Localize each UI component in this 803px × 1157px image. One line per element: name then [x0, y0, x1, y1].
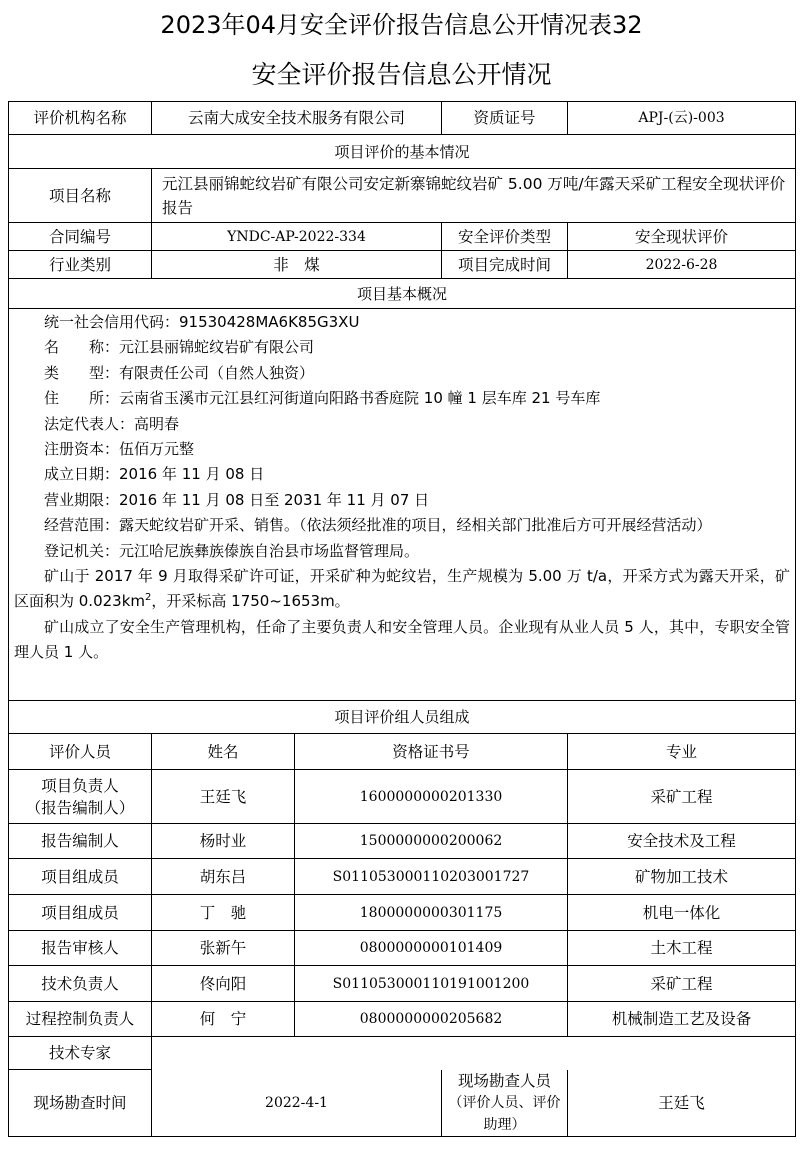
- overview-body: [9, 309, 796, 701]
- company-type: 类 型：有限责任公司（自然人独资）: [44, 363, 315, 382]
- table-row: [9, 770, 796, 824]
- table-row: [9, 895, 796, 931]
- cert-cell: 0800000000205682: [295, 1002, 568, 1037]
- cert-cell: 1600000000201330: [295, 770, 568, 824]
- major-cell: 采矿工程: [568, 770, 796, 824]
- page-title: 2023年04月安全评价报告信息公开情况表32: [160, 11, 643, 39]
- role-cell: 报告编制人: [9, 824, 152, 859]
- contract-label: 合同编号: [9, 223, 152, 251]
- cert-cell: 0800000000101409: [295, 931, 568, 966]
- survey-staff-value: 王廷飞: [568, 1070, 796, 1137]
- org-row: [9, 102, 796, 135]
- survey-staff-label: 现场勘查人员 （评价人员、评价助理）: [442, 1070, 568, 1137]
- major-cell: 安全技术及工程: [568, 824, 796, 859]
- org-label: 评价机构名称: [9, 102, 152, 135]
- role-cell: 项目组成员: [9, 859, 152, 895]
- credit-code: 统一社会信用代码：91530428MA6K85G3XU: [44, 313, 360, 331]
- name-cell: 胡东吕: [152, 859, 295, 895]
- role-cell: 报告审核人: [9, 931, 152, 966]
- company-name: 名 称：元江县丽锦蛇纹岩矿有限公司: [44, 338, 315, 357]
- mine-text-2: ，开采标高 1750~1653m。: [151, 592, 350, 611]
- finish-value: 2022-6-28: [568, 251, 796, 279]
- industry-row: [9, 251, 796, 279]
- cert-cell: 1500000000200062: [295, 824, 568, 859]
- cert-label: 资质证号: [442, 102, 568, 135]
- finish-label: 项目完成时间: [442, 251, 568, 279]
- contract-value: YNDC-AP-2022-334: [152, 223, 442, 251]
- major-cell: 采矿工程: [568, 966, 796, 1002]
- name-cell: 杨时业: [152, 824, 295, 859]
- role-cell: 项目负责人 （报告编制人）: [9, 770, 152, 824]
- table-row: [9, 966, 796, 1002]
- col-header-role: 评价人员: [9, 734, 152, 770]
- page-subtitle: 安全评价报告信息公开情况: [251, 60, 552, 89]
- role-cell: 项目组成员: [9, 895, 152, 931]
- project-name-row: [9, 169, 796, 223]
- table-row: [9, 931, 796, 966]
- col-header-major: 专业: [568, 734, 796, 770]
- cert-cell: S011053000110203001727: [295, 859, 568, 895]
- survey-row: [9, 1070, 796, 1137]
- project-name-value: 元江县丽锦蛇纹岩矿有限公司安定新寨锦蛇纹岩矿 5.00 万吨/年露天采矿工程安全现状评价报告: [152, 169, 796, 223]
- disclosure-table: [8, 101, 796, 1137]
- business-scope: 经营范围：露天蛇纹岩矿开采、销售。（依法须经批准的项目，经相关部门批准后方可开展经营活动）: [44, 516, 712, 535]
- major-cell: 机电一体化: [568, 895, 796, 931]
- registered-capital: 注册资本：伍佰万元整: [44, 440, 195, 459]
- name-cell: 王廷飞: [152, 770, 295, 824]
- table-row: [9, 1002, 796, 1037]
- expert-value: [152, 1037, 796, 1070]
- contract-row: [9, 223, 796, 251]
- industry-label: 行业类别: [9, 251, 152, 279]
- cert-cell: 1800000000301175: [295, 895, 568, 931]
- mine-text-1: 矿山于 2017 年 9 月取得采矿许可证，开采矿种为蛇纹岩，生产规模为 5.00 万 t/a，开采方式为露天开采，矿区面积为 0.023km: [14, 567, 791, 611]
- name-cell: 张新午: [152, 931, 295, 966]
- cert-value: APJ-(云)-003: [568, 102, 796, 135]
- eval-type-label: 安全评价类型: [442, 223, 568, 251]
- legal-representative: 法定代表人：高明春: [44, 414, 180, 433]
- team-section-title: 项目评价组人员组成: [9, 701, 796, 734]
- project-name-label: 项目名称: [9, 169, 152, 223]
- org-value: 云南大成安全技术服务有限公司: [152, 102, 442, 135]
- industry-value: 非 煤: [152, 251, 442, 279]
- eval-type-value: 安全现状评价: [568, 223, 796, 251]
- major-cell: 机械制造工艺及设备: [568, 1002, 796, 1037]
- registration-authority: 登记机关：元江哈尼族彝族傣族自治县市场监督管理局。: [44, 541, 420, 560]
- table-row: [9, 824, 796, 859]
- safety-management: 矿山成立了安全生产管理机构，任命了主要负责人和安全管理人员。企业现有从业人员 5 人，其中，专职安全管理人员 1 人。: [14, 617, 791, 662]
- survey-time-label: 现场勘查时间: [9, 1070, 152, 1137]
- major-cell: 矿物加工技术: [568, 859, 796, 895]
- name-cell: 丁 驰: [152, 895, 295, 931]
- business-term: 营业期限：2016 年 11 月 08 日至 2031 年 11 月 07 日: [44, 490, 430, 509]
- cert-cell: S011053000110191001200: [295, 966, 568, 1002]
- founded-date: 成立日期：2016 年 11 月 08 日: [44, 465, 265, 484]
- name-cell: 佟向阳: [152, 966, 295, 1002]
- team-header-row: [9, 734, 796, 770]
- expert-row: [9, 1037, 796, 1070]
- table-row: [9, 859, 796, 895]
- mine-text-sup: 2: [145, 592, 152, 604]
- role-cell: 技术负责人: [9, 966, 152, 1002]
- basic-section-title: 项目评价的基本情况: [9, 135, 796, 169]
- company-address: 住 所：云南省玉溪市元江县红河街道向阳路书香庭院 10 幢 1 层车库 21 号车库: [44, 389, 601, 408]
- survey-time-value: 2022-4-1: [152, 1070, 442, 1137]
- overview-section-title: 项目基本概况: [9, 279, 796, 309]
- name-cell: 何 宁: [152, 1002, 295, 1037]
- expert-label: 技术专家: [9, 1037, 152, 1070]
- col-header-name: 姓名: [152, 734, 295, 770]
- overview-row: [9, 309, 796, 701]
- col-header-cert: 资格证书号: [295, 734, 568, 770]
- mine-description: [14, 564, 790, 615]
- role-cell: 过程控制负责人: [9, 1002, 152, 1037]
- major-cell: 土木工程: [568, 931, 796, 966]
